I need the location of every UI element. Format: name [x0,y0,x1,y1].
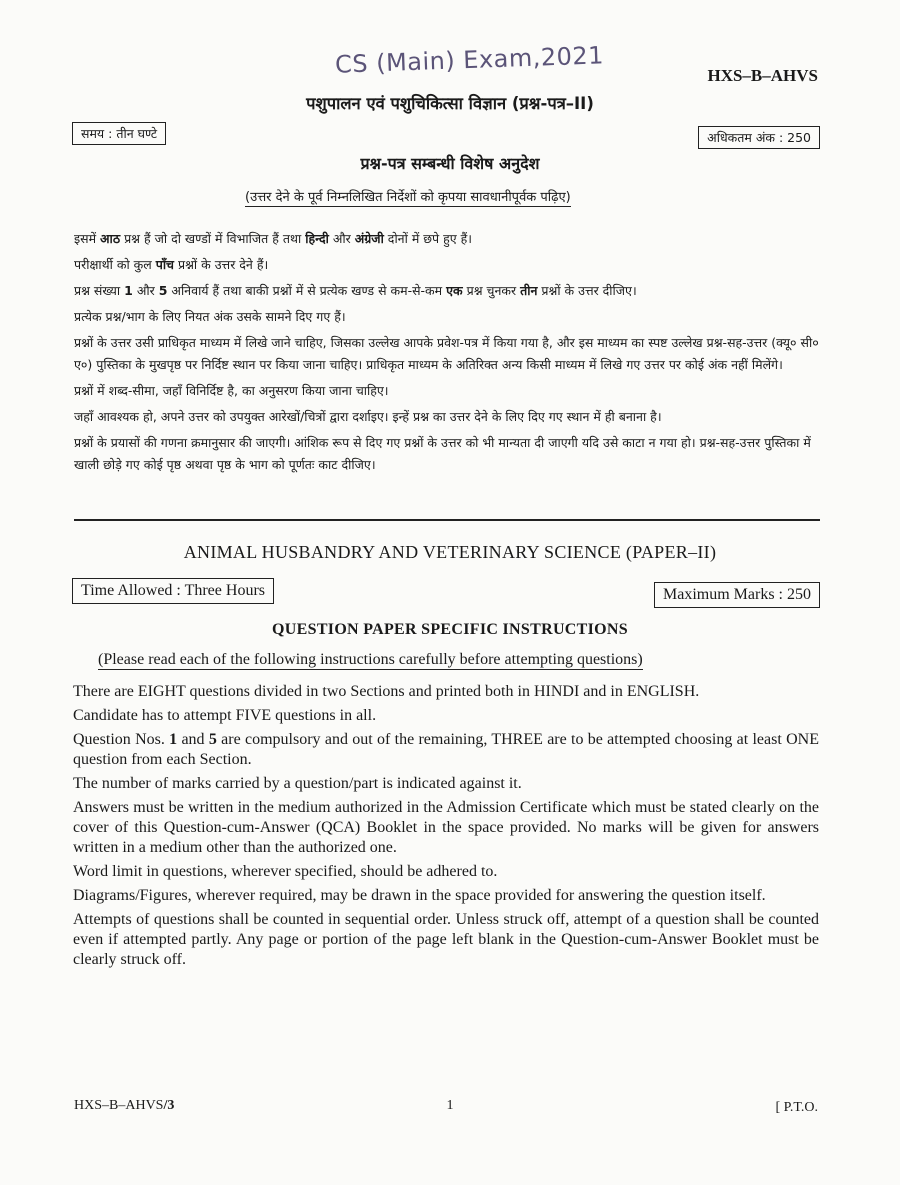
hindi-instruction-2: परीक्षार्थी को कुल पाँच प्रश्नों के उत्तर देने हैं। [74,257,269,272]
hindi-instructions-heading: प्रश्न-पत्र सम्बन्धी विशेष अनुदेश [360,154,540,173]
hindi-instruction-8: प्रश्नों के प्रयासों की गणना क्रमानुसार की जाएगी। आंशिक रूप से दिए गए प्रश्नों के उत्तर को भी मान्यता दी जाएगी यदि उसे काटा न गया हो। प्रश्न-सह-उत्तर पुस्तिका में खाली छोड़े गए कोई पृष्ठ अथवा पृष्ठ के भाग को पूर्णतः काट दीजिए। [74,435,811,472]
english-instructions-heading: QUESTION PAPER SPECIFIC INSTRUCTIONS [272,621,628,638]
hindi-instruction-5: प्रश्नों के उत्तर उसी प्राधिकृत माध्यम में लिखे जाने चाहिए, जिसका उल्लेख आपके प्रवेश-पत्र में किया गया है, और इस माध्यम का स्पष्ट उल्लेख प्रश्न-सह-उत्तर (क्यू० सी० ए०) पुस्तिका के मुखपृष्ठ पर निर्दिष्ट स्थान पर किया जाना चाहिए। प्राधिकृत माध्यम के अतिरिक्त अन्य किसी माध्यम में लिखे गए उत्तर पर कोई अंक नहीं मिलेंगे। [74,335,819,372]
english-instruction-4: The number of marks carried by a question/part is indicated against it. [73,775,522,792]
hindi-instruction-4: प्रत्येक प्रश्न/भाग के लिए नियत अंक उसके सामने दिए गए हैं। [74,309,346,324]
please-turn-over: [ P.T.O. [775,1100,818,1115]
paper-code: HXS–B–AHVS [707,66,818,85]
english-time-allowed: Time Allowed : Three Hours [72,578,274,604]
exam-stamp: CS (Main) Exam,2021 [334,41,605,79]
hindi-maximum-marks: अधिकतम अंक : 250 [698,126,820,149]
hindi-instruction-7: जहाँ आवश्यक हो, अपने उत्तर को उपयुक्त आरेखों/चित्रों द्वारा दर्शाइए। इन्हें प्रश्न का उत्तर देने के लिए दिए गए स्थान में ही बनाना है। [74,409,662,424]
english-instruction-3: Question Nos. 1 and 5 are compulsory and out of the remaining, THREE are to be attempted choosing at least ONE question from each Section. [73,731,819,768]
english-instruction-1: There are EIGHT questions divided in two Sections and printed both in HINDI and in ENGLISH. [73,683,700,700]
english-instruction-2: Candidate has to attempt FIVE questions in all. [73,707,377,724]
english-instructions-subheading: (Please read each of the following instructions carefully before attempting questions) [98,651,643,668]
english-instructions [73,682,819,974]
english-instruction-7: Diagrams/Figures, wherever required, may be drawn in the space provided for answering the question itself. [73,887,766,904]
hindi-instruction-1: इसमें आठ प्रश्न हैं जो दो खण्डों में विभाजित हैं तथा हिन्दी और अंग्रेजी दोनों में छपे हुए हैं। [74,231,473,246]
footer-paper-code: HXS–B–AHVS/3 [74,1098,175,1113]
english-paper-title: ANIMAL HUSBANDRY AND VETERINARY SCIENCE (PAPER–II) [183,542,717,562]
english-instruction-6: Word limit in questions, wherever specified, should be adhered to. [73,863,498,880]
hindi-instruction-3: प्रश्न संख्या 1 और 5 अनिवार्य हैं तथा बाकी प्रश्नों में से प्रत्येक खण्ड से कम-से-कम एक प्रश्न चुनकर तीन प्रश्नों के उत्तर दीजिए। [74,283,637,298]
hindi-instructions [74,228,826,480]
hindi-instruction-6: प्रश्नों में शब्द-सीमा, जहाँ विनिर्दिष्ट है, का अनुसरण किया जाना चाहिए। [74,383,389,398]
english-maximum-marks: Maximum Marks : 250 [654,582,820,608]
english-instruction-8: Attempts of questions shall be counted in sequential order. Unless struck off, attempt of a question shall be counted even if attempted partly. Any page or portion of the page left blank in the Question-cum-Answer Booklet must be clearly struck off. [73,911,819,968]
english-instruction-5: Answers must be written in the medium authorized in the Admission Certificate which must be stated clearly on the cover of this Question-cum-Answer (QCA) Booklet in the space provided. No marks will be given for answers written in a medium other than the authorized one. [73,799,819,856]
section-divider [74,519,820,521]
hindi-time-allowed: समय : तीन घण्टे [72,122,166,145]
page-number: 1 [446,1098,454,1113]
hindi-paper-title: पशुपालन एवं पशुचिकित्सा विज्ञान (प्रश्न-पत्र–II) [306,94,594,113]
hindi-instructions-subheading: (उत्तर देने के पूर्व निम्नलिखित निर्देशों को कृपया सावधानीपूर्वक पढ़िए) [245,187,571,207]
